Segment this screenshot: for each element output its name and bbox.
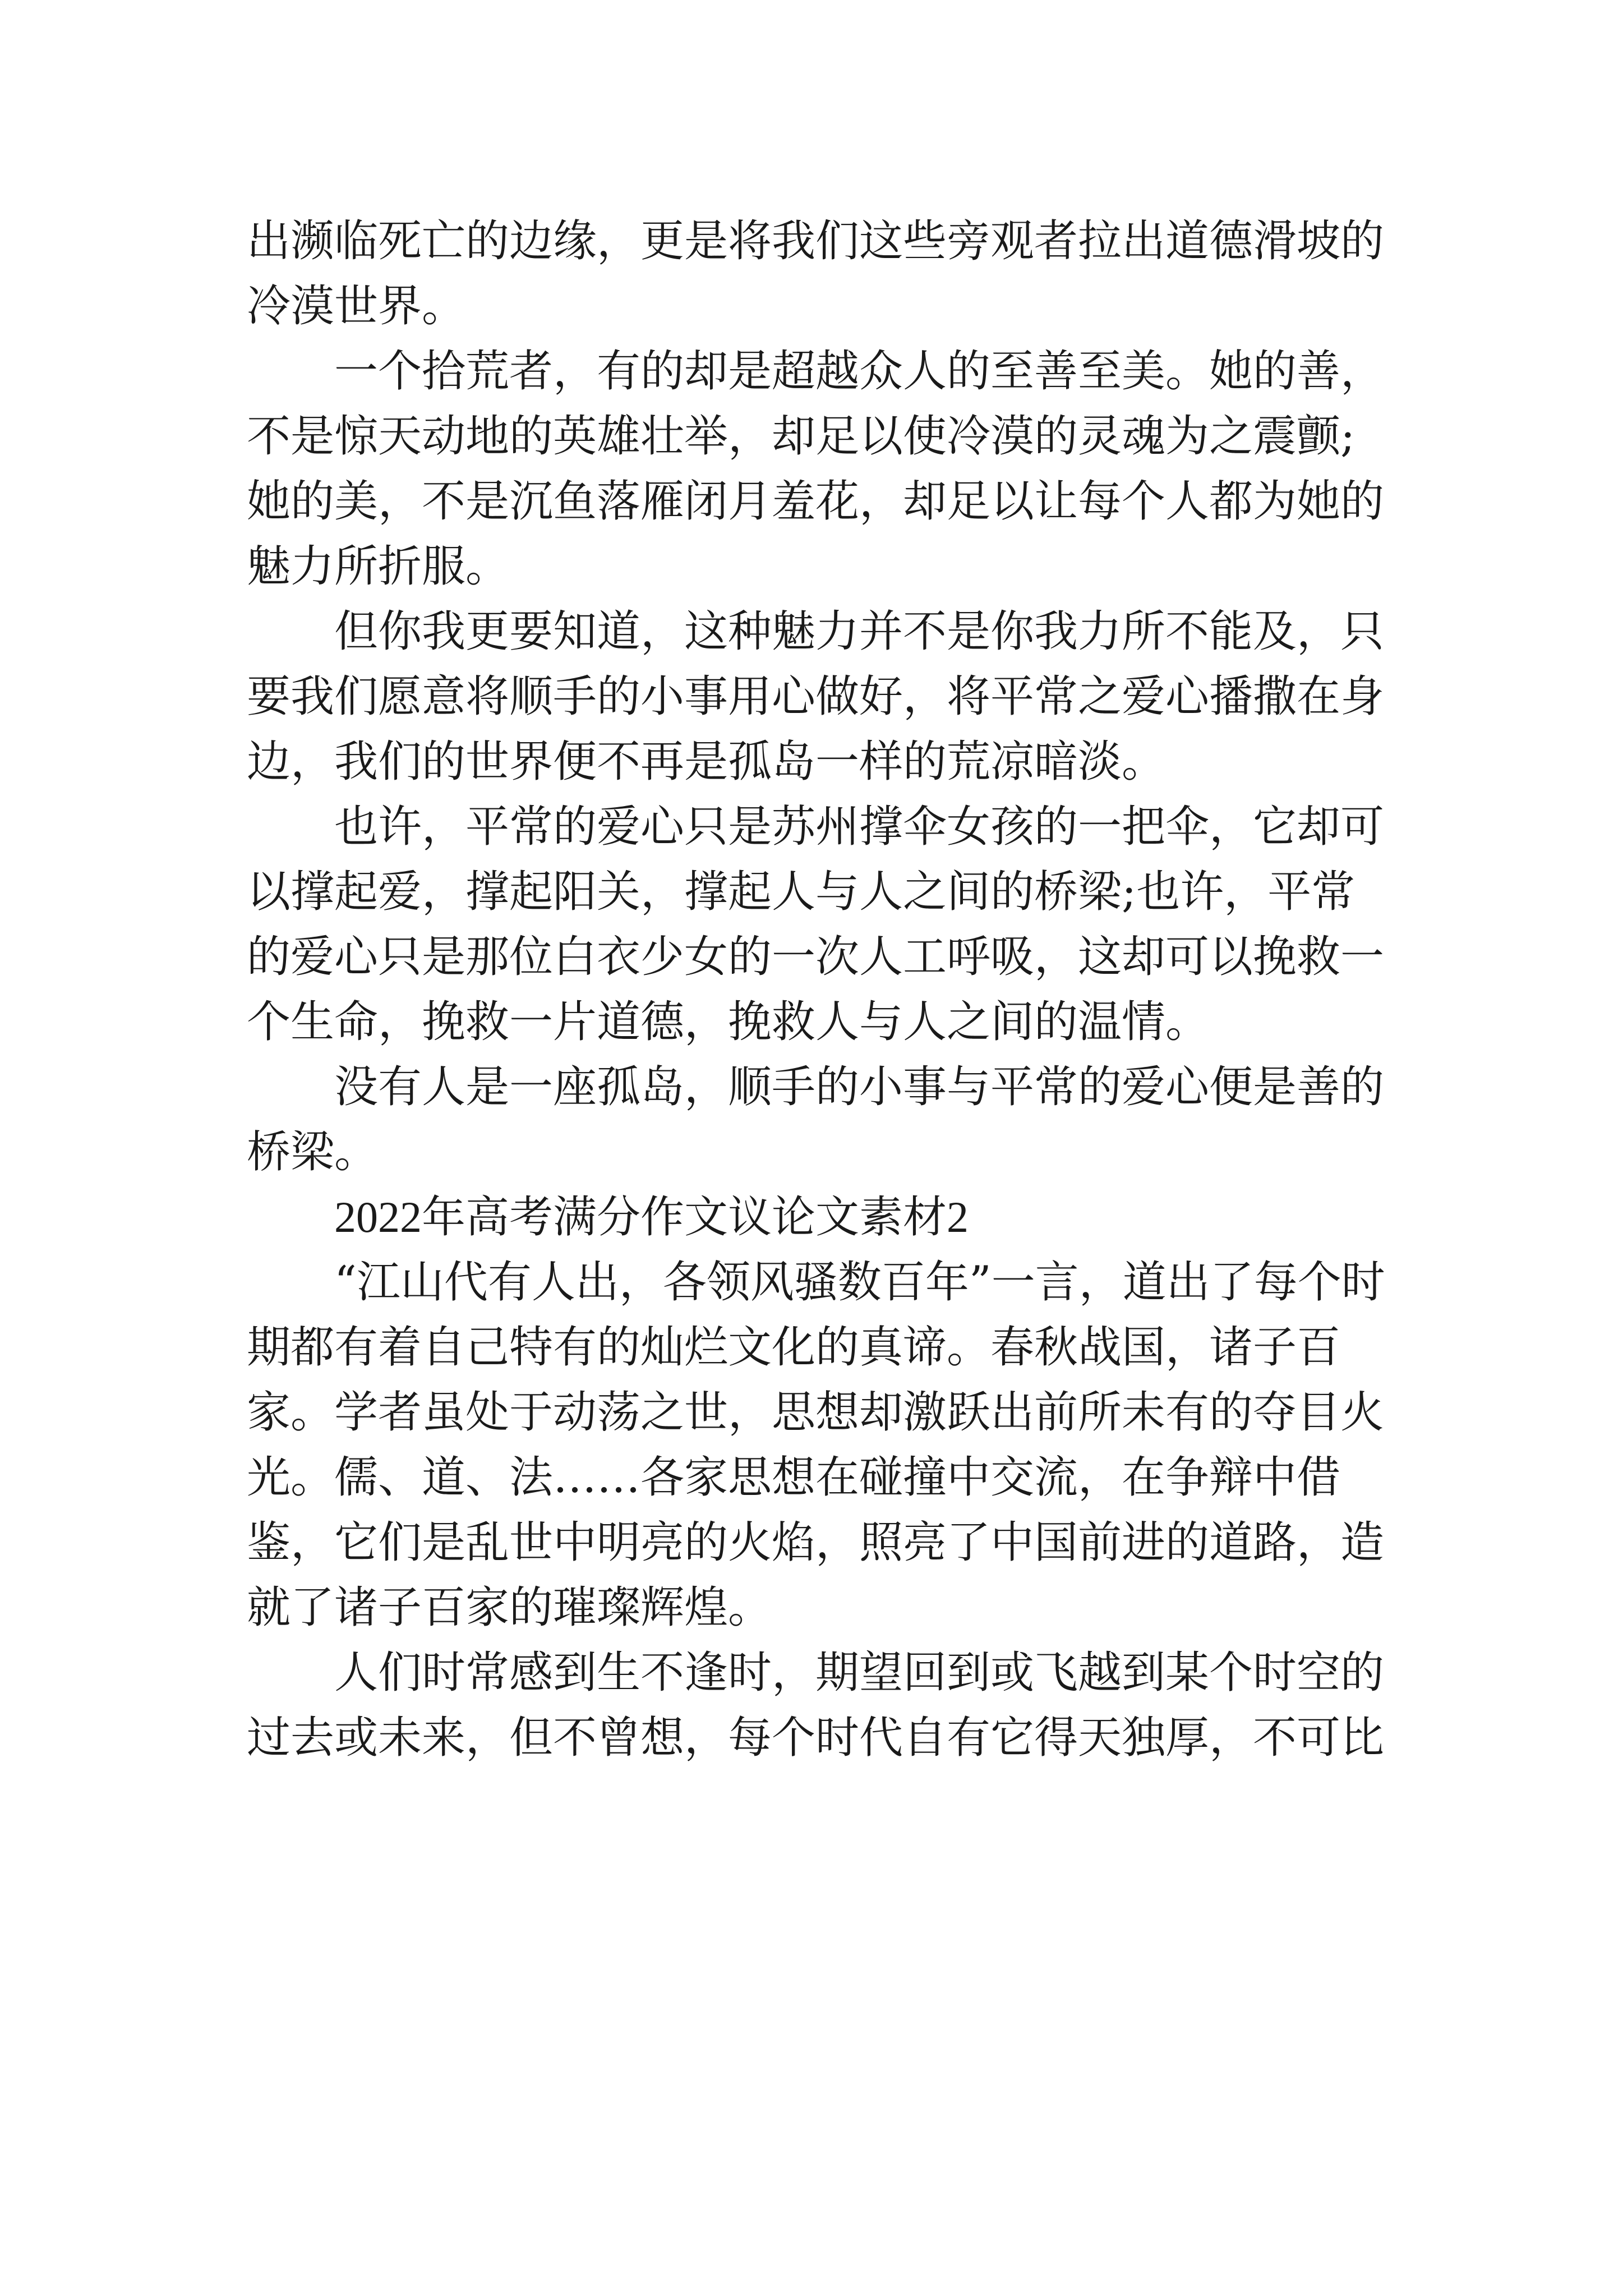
document-body xyxy=(247,209,1396,1770)
paragraph-3: 但你我更要知道，这种魅力并不是你我力所不能及，只要我们愿意将顺手的小事用心做好，将平常之爱心播撒在身边，我们的世界便不再是孤岛一样的荒凉暗淡。 xyxy=(247,606,1385,787)
section-paragraph-1: “江山代有人出，各领风骚数百年”一言，道出了每个时期都有着自己特有的灿烂文化的真谛。春秋战国，诸子百家。学者虽处于动荡之世，思想却激跃出前所未有的夺目火光。儒、道、法……各家思想在碰撞中交流，在争辩中借鉴，它们是乱世中明亮的火焰，照亮了中国前进的道路，造就了诸子百家的璀璨辉煌。 xyxy=(247,1257,1385,1633)
section-paragraph-2: 人们时常感到生不逢时，期望回到或飞越到某个时空的过去或未来，但不曾想，每个时代自有它得天独厚，不可比 xyxy=(247,1648,1385,1763)
section-title: 2022年高考满分作文议论文素材2 xyxy=(334,1193,969,1241)
paragraph-4: 也许，平常的爱心只是苏州撑伞女孩的一把伞，它却可以撑起爱，撑起阳关，撑起人与人之间的桥梁;也许，平常的爱心只是那位白衣少女的一次人工呼吸，这却可以挽救一个生命，挽救一片道德，挽救人与人之间的温情。 xyxy=(247,802,1385,1047)
paragraph-1: 出濒临死亡的边缘，更是将我们这些旁观者拉出道德滑坡的冷漠世界。 xyxy=(247,216,1385,332)
paragraph-5: 没有人是一座孤岛，顺手的小事与平常的爱心便是善的桥梁。 xyxy=(247,1062,1385,1177)
paragraph-2: 一个拾荒者，有的却是超越众人的至善至美。她的善，不是惊天动地的英雄壮举，却足以使冷漠的灵魂为之震颤;她的美，不是沉鱼落雁闭月羞花，却足以让每个人都为她的魅力所折服。 xyxy=(247,346,1385,592)
